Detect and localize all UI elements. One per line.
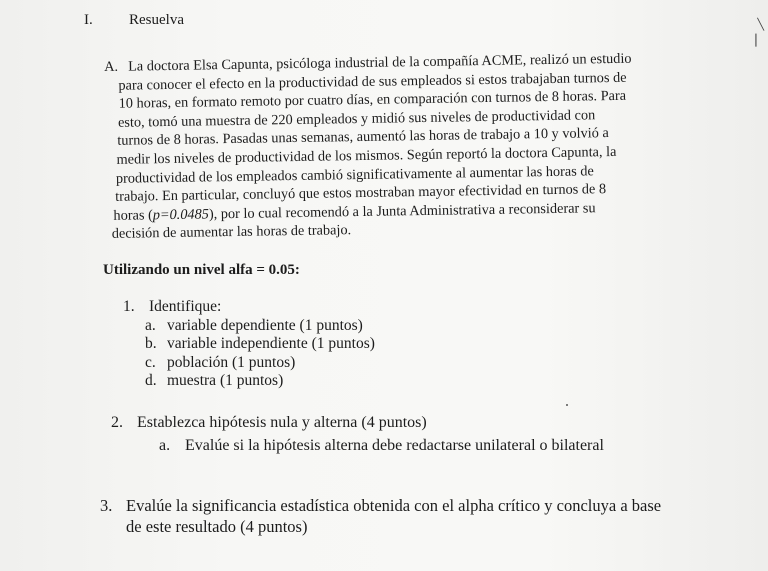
ink-dot — [566, 404, 568, 406]
section-number: I. — [84, 12, 93, 28]
line9-pre: horas ( — [113, 207, 153, 224]
margin-mark: ▏ — [755, 35, 764, 47]
problem-paragraph — [104, 49, 673, 244]
question-title: Identifique: — [149, 298, 222, 315]
question-line: Evalúe la significancia estadística obtenida con el alpha crítico y concluya a base — [126, 496, 662, 515]
problem-line: para conocer el efecto en la productividad de sus empleados si estos trabajaban turnos de — [118, 69, 627, 94]
alpha-value: = 0.05 — [252, 262, 295, 278]
list-item: a. Evalúe si la hipótesis alterna debe redactarse unilateral o bilateral — [159, 437, 604, 454]
list-item: b. variable independiente (1 puntos) — [145, 335, 375, 352]
question-1 — [123, 298, 375, 391]
p-value: p=0.0485 — [152, 206, 210, 224]
alpha-statement — [103, 262, 300, 279]
question-number: 3. — [100, 496, 113, 515]
question-3 — [100, 495, 720, 537]
problem-line: medir los niveles de productividad de los mismos. Según reportó la doctora Capunta, la — [116, 143, 617, 168]
line9-post: ), por lo cual recomendó a la Junta Administrativa a reconsiderar su — [208, 200, 596, 223]
list-item: c. población (1 puntos) — [145, 353, 296, 371]
problem-line: trabajo. En particular, concluyó que estos mostraban mayor efectividad en turnos de 8 — [115, 181, 607, 205]
list-item: d. muestra (1 puntos) — [145, 372, 284, 389]
problem-letter: A. — [104, 58, 119, 75]
alpha-suffix: : — [294, 262, 300, 278]
question-number: 1. — [123, 298, 135, 315]
alpha-label: Utilizando un nivel alfa — [103, 262, 253, 278]
list-item: a. variable dependiente (1 puntos) — [145, 316, 363, 334]
problem-line: 10 horas, en formato remoto por cuatro días, en comparación con turnos de 8 horas. Para — [118, 87, 627, 112]
question-line: de este resultado (4 puntos) — [126, 517, 308, 536]
question-title: Establezca hipótesis nula y alterna (4 puntos) — [137, 414, 427, 431]
problem-line: La doctora Elsa Capunta, psicóloga industrial de la compañía ACME, realizó un estudio — [128, 50, 632, 75]
question-2 — [111, 413, 604, 456]
question-number: 2. — [111, 414, 123, 431]
problem-line: turnos de 8 horas. Pasadas unas semanas, aumentó las horas de trabajo a 10 y volvió a — [117, 125, 609, 150]
section-title: Resuelva — [129, 12, 184, 28]
problem-line: esto, tomó una muestra de 220 empleados y midió sus niveles de productividad con — [117, 107, 596, 131]
margin-mark: ╲ — [757, 19, 764, 31]
problem-line: productividad de los empleados cambió significativamente al aumentar las horas de — [115, 162, 594, 187]
problem-line: decisión de aumentar las horas de trabajo. — [111, 222, 352, 243]
